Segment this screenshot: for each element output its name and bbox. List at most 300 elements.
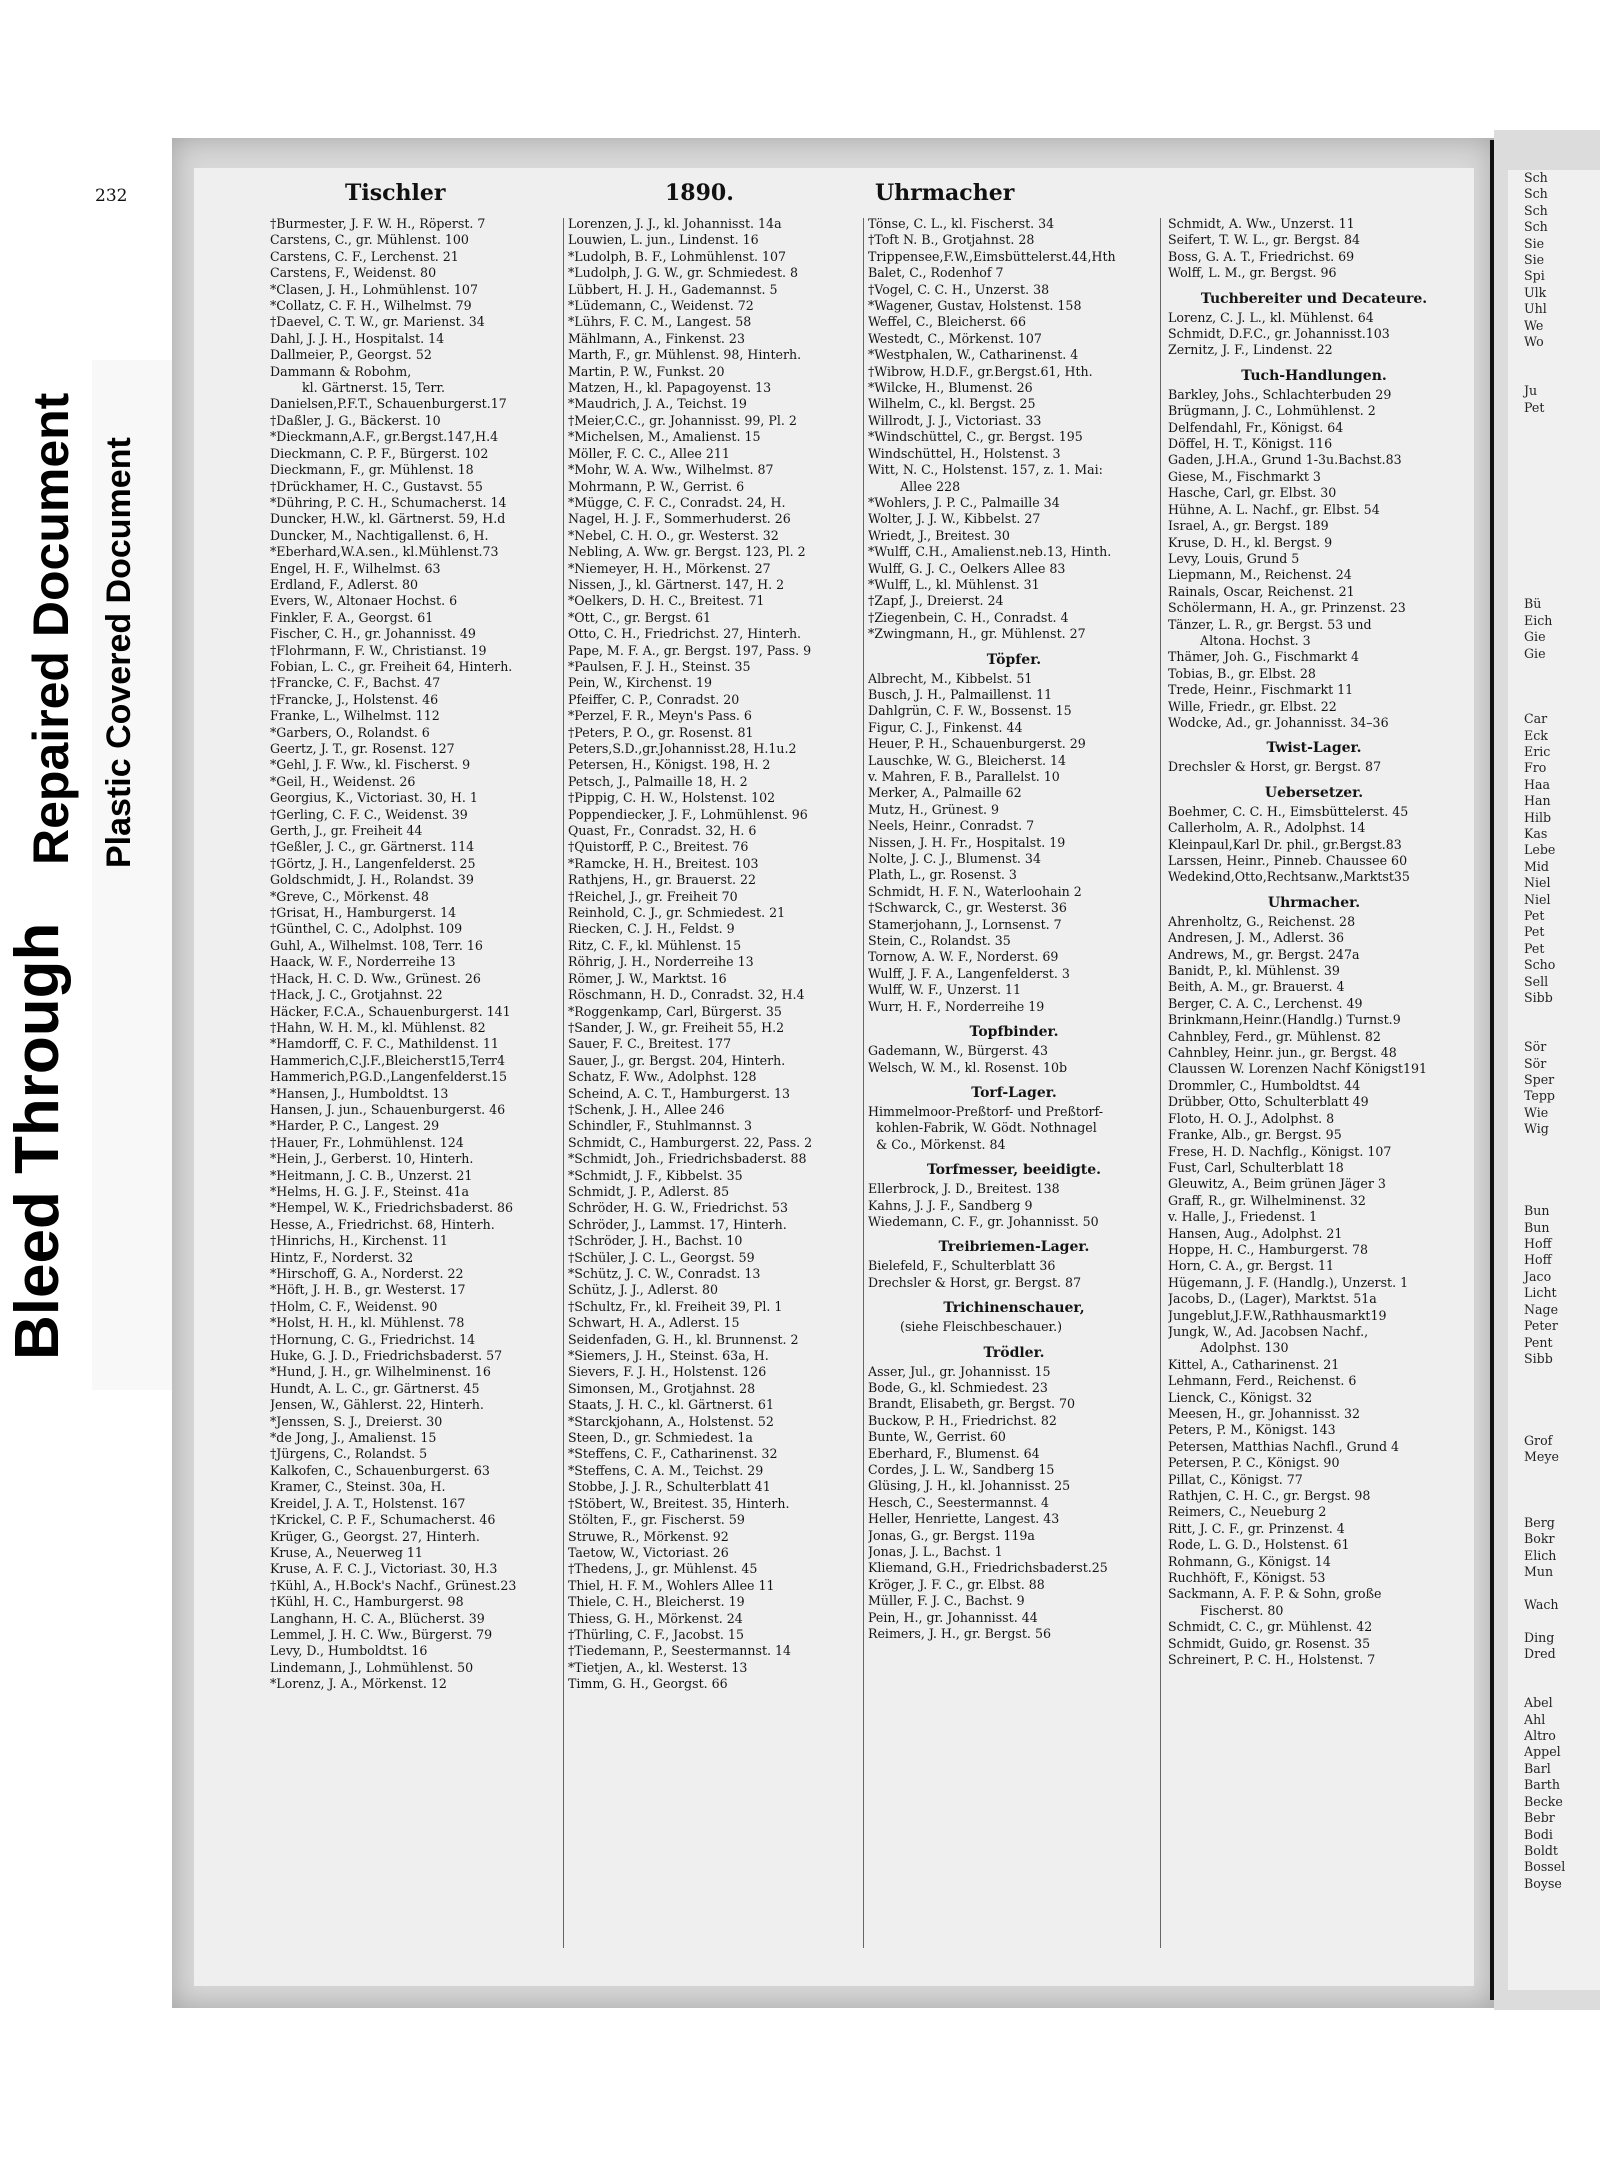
directory-entry: *Mügge, C. F. C., Conradst. 24, H. [568,494,786,510]
directory-entry: Boss, G. A. T., Friedrichst. 69 [1168,248,1355,264]
directory-entry: Hesse, A., Friedrichst. 68, Hinterh. [270,1216,495,1232]
fragment-gap [1508,531,1600,547]
directory-entry: Römer, J. W., Marktst. 16 [568,970,727,986]
fragment-gap [1508,498,1600,514]
directory-entry: *Lührs, F. C. M., Langest. 58 [568,314,752,330]
adjacent-page-fragment: Car [1524,711,1548,727]
directory-entry: *Lüdemann, C., Weidenst. 72 [568,298,754,314]
directory-entry: Frese, H. D. Nachflg., Königst. 107 [1168,1143,1392,1159]
directory-entry: Lienck, C., Königst. 32 [1168,1389,1313,1405]
directory-entry: †Reichel, J., gr. Freiheit 70 [568,888,738,904]
directory-entry: Dammann & Robohm, [270,363,412,379]
directory-entry: *Maudrich, J. A., Teichst. 19 [568,396,747,412]
directory-entry: Riecken, C. J. H., Feldst. 9 [568,921,735,937]
directory-entry: Wulff, G. J. C., Oelkers Allee 83 [868,560,1066,576]
directory-entry: Petersen, H., Königst. 198, H. 2 [568,757,771,773]
directory-entry: Möller, F. C. C., Allee 211 [568,445,730,461]
adjacent-page-fragment: Becke [1524,1793,1563,1809]
adjacent-page-fragment: Sie [1524,235,1545,251]
section-heading: Trichinenschauer, [943,1300,1085,1317]
directory-entry: Israel, A., gr. Bergst. 189 [1168,518,1329,534]
directory-entry: *Ramcke, H. H., Breitest. 103 [568,855,759,871]
adjacent-page-fragment: Scho [1524,957,1556,973]
directory-entry: Brügmann, J. C., Lohmühlenst. 2 [1168,403,1376,419]
directory-entry: Fischerst. 80 [1168,1602,1284,1618]
directory-entry: Thiess, G. H., Mörkenst. 24 [568,1610,743,1626]
directory-entry: Bunte, W., Gerrist. 60 [868,1429,1006,1445]
directory-entry: Cahnbley, Heinr. jun., gr. Bergst. 48 [1168,1045,1397,1061]
directory-entry: Martin, P. W., Funkst. 20 [568,363,725,379]
directory-entry: Callerholm, A. R., Adolphst. 14 [1168,820,1366,836]
directory-entry: Kröger, J. F. C., gr. Elbst. 88 [868,1576,1045,1592]
directory-entry: Reimers, J. H., gr. Bergst. 56 [868,1626,1051,1642]
directory-entry: Seifert, T. W. L., gr. Bergst. 84 [1168,232,1361,248]
directory-entry: Fust, Carl, Schulterblatt 18 [1168,1159,1344,1175]
directory-entry: Otto, C. H., Friedrichst. 27, Hinterh. [568,626,802,642]
directory-entry: Gleuwitz, A., Beim grünen Jäger 3 [1168,1176,1386,1192]
directory-entry: Mohrmann, P. W., Gerrist. 6 [568,478,745,494]
directory-entry: Floto, H. O. J., Adolphst. 8 [1168,1110,1335,1126]
fragment-gap [1508,547,1600,563]
directory-entry: †Hauer, Fr., Lohmühlenst. 124 [270,1134,464,1150]
fragment-gap [1508,416,1600,432]
adjacent-page-fragment: Sör [1524,1039,1547,1055]
directory-entry: Kruse, A. F. C. J., Victoriast. 30, H.3 [270,1561,498,1577]
directory-entry: *Collatz, C. F. H., Wilhelmst. 79 [270,298,472,314]
fragment-gap [1508,1482,1600,1498]
directory-entry: †Peters, P. O., gr. Rosenst. 81 [568,724,754,740]
directory-entry: *Schütz, J. C. W., Conradst. 13 [568,1266,761,1281]
directory-entry: *Ludolph, B. F., Lohmühlenst. 107 [568,248,787,264]
directory-entry: Häcker, F.C.A., Schauenburgerst. 141 [270,1003,511,1019]
adjacent-page-fragment: We [1524,317,1544,333]
directory-entry: †Wibrow, H.D.F., gr.Bergst.61, Hth. [868,363,1093,379]
adjacent-page-fragment: Pent [1524,1334,1553,1350]
directory-entry: Langhann, H. C. A., Blücherst. 39 [270,1610,485,1626]
directory-entry: Poppendiecker, J. F., Lohmühlenst. 96 [568,806,808,822]
directory-entry: Wolff, L. M., gr. Bergst. 96 [1168,265,1337,281]
directory-entry: †Hornung, C. G., Friedrichst. 14 [270,1331,476,1347]
directory-entry: *Clasen, J. H., Lohmühlenst. 107 [270,281,478,297]
directory-entry: Lorenz, C. J. L., kl. Mühlenst. 64 [1168,309,1374,325]
adjacent-page-fragment: Wie [1524,1104,1549,1120]
directory-entry: *Wulff, L., kl. Mühlenst. 31 [868,576,1040,592]
directory-entry: *Westphalen, W., Catharinenst. 4 [868,347,1079,363]
directory-entry: *Höft, J. H. B., gr. Westerst. 17 [270,1282,466,1298]
directory-entry: kl. Gärtnerst. 15, Terr. [270,380,446,396]
fragment-gap [1508,449,1600,465]
adjacent-page-fragment: Lebe [1524,842,1556,858]
directory-entry: Sauer, J., gr. Bergst. 204, Hinterh. [568,1052,786,1068]
section-heading: Torfmesser, beeidigte. [926,1162,1102,1179]
directory-entry: Windschüttel, H., Holstenst. 3 [868,445,1061,461]
adjacent-page-fragment: Ulk [1524,284,1547,300]
directory-entry: Hintz, F., Norderst. 32 [270,1249,414,1265]
directory-entry: Altona. Hochst. 3 [1168,632,1311,648]
directory-entry: Hühne, A. L. Nachf., gr. Elbst. 54 [1168,501,1380,517]
directory-entry: *Steffens, C. F., Catharinenst. 32 [568,1446,778,1462]
directory-entry: †Daßler, J. G., Bäckerst. 10 [270,412,441,428]
directory-entry: †Stöbert, W., Breitest. 35, Hinterh. [568,1495,790,1511]
adjacent-page-fragment: Mun [1524,1564,1554,1580]
directory-entry: Struwe, R., Mörkenst. 92 [568,1528,729,1544]
directory-entry: Allee 228 [868,478,961,494]
directory-entry: v. Halle, J., Friedenst. 1 [1168,1209,1318,1225]
directory-entry: Schmidt, C., Hamburgerst. 22, Pass. 2 [568,1134,813,1150]
directory-entry: †Geßler, J. C., gr. Gärtnerst. 114 [270,839,475,855]
adjacent-page-fragment: Wo [1524,334,1544,350]
directory-entry: Hansen, J. jun., Schauenburgerst. 46 [270,1101,506,1117]
directory-entry: Kittel, A., Catharinenst. 21 [1168,1356,1340,1372]
directory-entry: Fischer, C. H., gr. Johannisst. 49 [270,626,476,642]
directory-entry: Rohmann, G., Königst. 14 [1168,1553,1331,1569]
running-head-right: Uhrmacher [875,180,1015,206]
section-heading: Twist-Lager. [1266,740,1362,757]
adjacent-page-fragment: Dred [1524,1646,1556,1662]
adjacent-page-fragment: Spi [1524,268,1545,284]
directory-entry: Neels, Heinr., Conradst. 7 [868,818,1035,834]
directory-entry: *Wilcke, H., Blumenst. 26 [868,380,1033,396]
adjacent-page-fragment: Bossel [1524,1859,1566,1875]
fragment-gap [1508,1400,1600,1416]
directory-entry: Wriedt, J., Breitest. 30 [868,527,1010,543]
adjacent-page-fragment: Mid [1524,858,1549,874]
fragment-gap [1508,1416,1600,1432]
adjacent-page-fragment: Sie [1524,252,1545,268]
fragment-gap [1508,1466,1600,1482]
directory-entry: †Holm, C. F., Weidenst. 90 [270,1298,438,1314]
directory-entry: *Wagener, Gustav, Holstenst. 158 [868,298,1082,314]
directory-entry: Kruse, D. H., kl. Bergst. 9 [1168,534,1333,550]
directory-entry: Ellerbrock, J. D., Breitest. 138 [868,1181,1060,1197]
adjacent-page-fragment: Eric [1524,743,1551,759]
directory-entry: Heuer, P. H., Schauenburgerst. 29 [868,736,1086,752]
directory-entry: Lübbert, H. J. H., Gademannst. 5 [568,281,778,297]
adjacent-page-fragment: Sch [1524,202,1548,218]
directory-entry: Nissen, J. H. Fr., Hospitalst. 19 [868,834,1066,850]
adjacent-page-fragment: Bü [1524,596,1542,612]
directory-entry: Dahlgrün, C. F. W., Bossenst. 15 [868,703,1072,719]
directory-entry: Hoppe, H. C., Hamburgerst. 78 [1168,1241,1369,1257]
directory-entry: Nagel, H. J. F., Sommerhuderst. 26 [568,511,791,527]
page-number: 232 [95,186,128,206]
directory-entry: *Hirschoff, G. A., Norderst. 22 [270,1266,464,1281]
directory-entry: Rathjen, C. H. C., gr. Bergst. 98 [1168,1488,1371,1504]
directory-entry: †Francke, J., Holstenst. 46 [270,691,439,707]
directory-entry: †Schenk, J. H., Allee 246 [568,1101,725,1117]
directory-entry: Schmidt, Guido, gr. Rosenst. 35 [1168,1635,1371,1651]
directory-entry: Evers, W., Altonaer Hochst. 6 [270,593,458,609]
column-divider [863,218,864,1948]
directory-entry: Röhrig, J. H., Norderreihe 13 [568,954,754,970]
directory-entry: Hundt, A. L. C., gr. Gärtnerst. 45 [270,1380,480,1396]
directory-entry: Claussen W. Lorenzen Nachf Königst191 [1168,1061,1428,1077]
directory-entry: Drechsler & Horst, gr. Bergst. 87 [1168,759,1382,775]
directory-entry: Ritz, C. F., kl. Mühlenst. 15 [568,937,742,953]
directory-entry: Finkler, F. A., Georgst. 61 [270,609,434,625]
directory-entry: Krüger, G., Georgst. 27, Hinterh. [270,1528,480,1544]
fragment-gap [1508,580,1600,596]
adjacent-page-fragment: Gie [1524,645,1546,661]
directory-entry: *de Jong, J., Amalienst. 15 [270,1430,437,1446]
adjacent-page-fragment: Nage [1524,1301,1559,1317]
directory-entry: Mählmann, A., Finkenst. 23 [568,330,745,346]
adjacent-page-fragment: Sibb [1524,1350,1553,1366]
fragment-gap [1508,1023,1600,1039]
adjacent-page-fragment: Berg [1524,1514,1555,1530]
directory-entry: Pfeiffer, C. P., Conradst. 20 [568,691,740,707]
section-heading: Torf-Lager. [971,1084,1057,1101]
directory-entry: Fobian, L. C., gr. Freiheit 64, Hinterh. [270,658,513,674]
directory-entry: Rode, L. G. D., Holstenst. 61 [1168,1537,1350,1553]
adjacent-page-fragment: Pet [1524,908,1545,924]
directory-entry: *Gehl, J. F. Ww., kl. Fischerst. 9 [270,757,471,773]
directory-entry: *Lorenz, J. A., Mörkenst. 12 [270,1676,447,1692]
directory-entry: Stobbe, J. J. R., Schulterblatt 41 [568,1479,771,1495]
directory-entry: †Pippig, C. H. W., Holstenst. 102 [568,790,776,806]
directory-entry: *Hamdorff, C. F. C., Mathildenst. 11 [270,1036,499,1052]
directory-entry: Peters, P. M., Königst. 143 [1168,1422,1336,1438]
directory-entry: Engel, H. F., Wilhelmst. 63 [270,560,441,576]
directory-entry: Dieckmann, F., gr. Mühlenst. 18 [270,462,474,478]
directory-entry: †Hack, H. C. D. Ww., Grünest. 26 [270,970,481,986]
directory-entry: Hügemann, J. F. (Handlg.), Unzerst. 1 [1168,1274,1409,1290]
directory-entry: Schatz, F. Ww., Adolphst. 128 [568,1069,757,1085]
directory-entry: †Jürgens, C., Rolandst. 5 [270,1446,428,1462]
directory-entry: Schölermann, H. A., gr. Prinzenst. 23 [1168,600,1406,616]
directory-entry: Gerth, J., gr. Freiheit 44 [270,823,423,839]
directory-entry: Brandt, Elisabeth, gr. Bergst. 70 [868,1396,1075,1412]
directory-entry: Welsch, W. M., kl. Rosenst. 10b [868,1059,1068,1075]
adjacent-page-fragment: Meye [1524,1449,1559,1465]
directory-entry: *Dühring, P. C. H., Schumacherst. 14 [270,494,507,510]
directory-entry: Staats, J. H. C., kl. Gärtnerst. 61 [568,1397,774,1413]
directory-entry: Franke, L., Wilhelmst. 112 [270,708,440,724]
adjacent-page-fragment: Bun [1524,1219,1550,1235]
directory-entry: †Ziegenbein, C. H., Conradst. 4 [868,609,1069,625]
directory-entry: Steen, D., gr. Schmiedest. 1a [568,1430,753,1446]
directory-entry: v. Mahren, F. B., Parallelst. 10 [868,769,1060,784]
directory-entry: Albrecht, M., Kibbelst. 51 [868,670,1033,686]
directory-entry: Petersen, P. C., Königst. 90 [1168,1455,1340,1471]
adjacent-page-fragment: Hoff [1524,1236,1552,1252]
directory-entry: Trede, Heinr., Fischmarkt 11 [1168,682,1354,698]
adjacent-page-fragment: Pet [1524,924,1545,940]
directory-entry: Simonsen, M., Grotjahnst. 28 [568,1380,756,1396]
directory-entry: †Burmester, J. F. W. H., Röperst. 7 [270,216,486,231]
directory-entry: Beith, A. M., gr. Brauerst. 4 [1168,979,1345,995]
directory-entry: Schütz, J. J., Adlerst. 80 [568,1282,718,1298]
directory-entry: Tänzer, L. R., gr. Bergst. 53 und [1168,616,1372,632]
directory-entry: †Kühl, A., H.Bock's Nachf., Grünest.23 [270,1577,517,1593]
adjacent-page-fragment: Boyse [1524,1875,1562,1891]
repaired-document-label: Repaired Document [23,392,79,865]
directory-entry: Wedekind,Otto,Rechtsanw.,Marktst35 [1168,869,1410,885]
directory-entry: Barkley, Johs., Schlachterbuden 29 [1168,386,1392,402]
directory-entry: *Hund, J. H., gr. Wilhelminenst. 16 [270,1364,491,1380]
directory-entry: †Schüler, J. C. L., Georgst. 59 [568,1249,755,1265]
directory-entry: Seidenfaden, G. H., kl. Brunnenst. 2 [568,1331,799,1347]
directory-entry: & Co., Mörkenst. 84 [868,1136,1006,1152]
directory-entry: Petersen, Matthias Nachfl., Grund 4 [1168,1438,1400,1454]
directory-entry: Schröder, H. G. W., Friedrichst. 53 [568,1200,788,1216]
directory-entry: †Hahn, W. H. M., kl. Mühlenst. 82 [270,1019,486,1035]
directory-entry: †Krickel, C. P. F., Schumacherst. 46 [270,1512,496,1528]
adjacent-page-fragment: Pet [1524,940,1545,956]
directory-entry: †Schwarck, C., gr. Westerst. 36 [868,900,1067,916]
adjacent-page-fragment: Ding [1524,1629,1555,1645]
directory-entry: Hasche, Carl, gr. Elbst. 30 [1168,485,1337,501]
directory-entry: Schwart, H. A., Adlerst. 15 [568,1315,740,1331]
directory-entry: †Günthel, C. C., Adolphst. 109 [270,921,463,937]
adjacent-page-fragment: Fro [1524,760,1547,776]
directory-entry: Nebling, A. Ww. gr. Bergst. 123, Pl. 2 [568,544,806,560]
directory-entry: *Ludolph, J. G. W., gr. Schmiedest. 8 [568,265,799,281]
directory-entry: Heller, Henriette, Langest. 43 [868,1511,1060,1527]
directory-entry: †Gerling, C. F. C., Weidenst. 39 [270,806,468,822]
directory-entry: Lehmann, Ferd., Reichenst. 6 [1168,1373,1357,1389]
directory-entry: Matzen, H., kl. Papagoyenst. 13 [568,380,772,396]
adjacent-page-fragment: Pet [1524,399,1545,415]
directory-entry: Delfendahl, Fr., Königst. 64 [1168,419,1344,435]
directory-entry: †Flohrmann, F. W., Christianst. 19 [270,642,487,658]
directory-entry: Lemmel, J. H. C. Ww., Bürgerst. 79 [270,1626,493,1642]
directory-entry: Guhl, A., Wilhelmst. 108, Terr. 16 [270,937,483,953]
directory-entry: Ruchhöft, F., Königst. 53 [1168,1570,1326,1586]
section-heading: Töpfer. [986,651,1042,668]
directory-entry: Danielsen,P.F.T., Schauenburgerst.17 [270,396,507,412]
directory-entry: †Kühl, H. C., Hamburgerst. 98 [270,1594,464,1610]
directory-entry: Wolter, J. J. W., Kibbelst. 27 [868,511,1041,527]
directory-entry: Schmidt, A. Ww., Unzerst. 11 [1168,216,1355,231]
directory-entry: Jacobs, D., (Lager), Marktst. 51a [1168,1291,1377,1307]
directory-entry: *Ott, C., gr. Bergst. 61 [568,609,711,625]
directory-entry: *Greve, C., Mörkenst. 48 [270,888,429,904]
directory-entry: Kalkofen, C., Schauenburgerst. 63 [270,1462,490,1478]
fragment-gap [1508,432,1600,448]
directory-entry: Erdland, F., Adlerst. 80 [270,576,418,592]
adjacent-page-fragment: Sch [1524,170,1548,185]
running-head-left: Tischler [345,180,446,206]
directory-entry: Busch, J. H., Palmaillenst. 11 [868,686,1053,702]
directory-entry: *Paulsen, F. J. H., Steinst. 35 [568,658,751,674]
adjacent-page-fragment: Sch [1524,219,1548,235]
directory-entry: Jonas, J. L., Bachst. 1 [868,1544,1003,1560]
directory-entry: Tönse, C. L., kl. Fischerst. 34 [868,216,1055,231]
adjacent-page-fragment: Bodi [1524,1826,1553,1842]
page-header [95,180,1185,214]
directory-entry: Stölten, F., gr. Fischerst. 59 [568,1512,745,1528]
directory-entry: Lauschke, W. G., Bleicherst. 14 [868,752,1067,768]
directory-entry: Kramer, C., Steinst. 30a, H. [270,1479,446,1495]
adjacent-page-strip [1494,130,1600,2010]
directory-entry: Gaden, J.H.A., Grund 1-3u.Bachst.83 [1168,452,1402,468]
directory-column-1 [270,216,562,1693]
adjacent-page-fragments [1508,170,1600,1990]
directory-entry: Geertz, J. T., gr. Rosenst. 127 [270,741,455,756]
directory-entry: Jensen, W., Gählerst. 22, Hinterh. [270,1397,484,1413]
directory-entry: Balet, C., Rodenhof 7 [868,265,1004,281]
directory-entry: Reimers, C., Neueburg 2 [1168,1504,1327,1520]
directory-entry: *Steffens, C. A. M., Teichst. 29 [568,1462,764,1478]
directory-entry: *Garbers, O., Rolandst. 6 [270,724,430,740]
directory-entry: Carstens, F., Weidenst. 80 [270,265,437,281]
directory-entry: Kahns, J. J. F., Sandberg 9 [868,1197,1033,1213]
directory-entry: Taetow, W., Victoriast. 26 [568,1544,729,1560]
directory-entry: *Siemers, J. H., Steinst. 63a, H. [568,1348,769,1364]
directory-entry: Merker, A., Palmaille 62 [868,785,1022,801]
directory-entry: Ritt, J. C. F., gr. Prinzenst. 4 [1168,1520,1345,1536]
directory-entry: Giese, M., Fischmarkt 3 [1168,468,1321,484]
fragment-gap [1508,1006,1600,1022]
directory-entry: *Wulff, C.H., Amalienst.neb.13, Hinth. [868,544,1112,560]
directory-entry: Schreinert, P. C. H., Holstenst. 7 [1168,1652,1376,1668]
directory-entry: Sievers, F. J. H., Holstenst. 126 [568,1364,767,1380]
directory-entry: Andresen, J. M., Adlerst. 36 [1168,930,1344,946]
directory-entry: *Holst, H. H., kl. Mühlenst. 78 [270,1315,465,1331]
directory-entry: Berger, C. A. C., Lerchenst. 49 [1168,995,1363,1011]
section-heading: Tuch-Handlungen. [1241,367,1387,384]
adjacent-page-fragment: Haa [1524,776,1550,792]
adjacent-page-fragment: Ahl [1524,1711,1546,1727]
directory-entry: Graff, R., gr. Wilhelminenst. 32 [1168,1192,1366,1208]
directory-entry: Rainals, Oscar, Reichenst. 21 [1168,583,1355,599]
directory-entry: †Grisat, H., Hamburgerst. 14 [270,905,457,921]
adjacent-page-fragment: Sibb [1524,990,1553,1006]
directory-entry: Goldschmidt, J. H., Rolandst. 39 [270,872,474,888]
directory-entry: *Hein, J., Gerberst. 10, Hinterh. [270,1151,474,1167]
directory-entry: *Roggenkamp, Carl, Bürgerst. 35 [568,1003,782,1019]
directory-entry: †Hinrichs, H., Kirchenst. 11 [270,1233,448,1249]
directory-entry: *Schmidt, J. F., Kibbelst. 35 [568,1167,743,1183]
directory-entry: Hammerich,P.G.D.,Langenfelderst.15 [270,1069,508,1085]
directory-entry: Wodcke, Ad., gr. Johannisst. 34–36 [1168,714,1389,730]
directory-entry: †Quistorff, P. C., Breitest. 76 [568,839,749,855]
section-heading: Topfbinder. [969,1024,1059,1041]
directory-entry: Brinkmann,Heinr.(Handlg.) Turnst.9 [1168,1012,1401,1028]
fragment-gap [1508,367,1600,383]
adjacent-page-fragment: Bebr [1524,1810,1555,1826]
fragment-gap [1508,482,1600,498]
fragment-gap [1508,1613,1600,1629]
directory-entry: Schröder, J., Lammst. 17, Hinterh. [568,1216,787,1232]
adjacent-page-fragment: Barth [1524,1777,1560,1793]
directory-entry: Witt, N. C., Holstenst. 157, z. 1. Mai: [868,462,1103,478]
directory-entry: Wiedemann, C. F., gr. Johannisst. 50 [868,1213,1099,1229]
directory-entry: *Windschüttel, C., gr. Bergst. 195 [868,429,1083,445]
directory-entry: *Harder, P. C., Langest. 29 [270,1118,440,1134]
directory-entry: Nolte, J. C. J., Blumenst. 34 [868,851,1041,867]
directory-entry: Haack, W. F., Norderreihe 13 [270,954,456,970]
directory-entry: †Drückhamer, H. C., Gustavst. 55 [270,478,483,494]
adjacent-page-fragment: Sper [1524,1072,1555,1088]
directory-entry: Cordes, J. L. W., Sandberg 15 [868,1462,1055,1477]
directory-entry: Carstens, C., gr. Mühlenst. 100 [270,232,469,248]
directory-entry: Tobias, B., gr. Elbst. 28 [1168,665,1316,681]
directory-entry: *Schmidt, Joh., Friedrichsbaderst. 88 [568,1151,807,1167]
directory-entry: Schmidt, H. F. N., Waterloohain 2 [868,883,1082,899]
directory-entry: *Wohlers, J. P. C., Palmaille 34 [868,494,1060,510]
directory-entry: Kruse, A., Neuerweg 11 [270,1544,423,1560]
directory-entry: Jungeblut,J.F.W.,Rathhausmarkt19 [1168,1307,1387,1323]
fragment-gap [1508,1662,1600,1678]
directory-entry: Figur, C. J., Finkenst. 44 [868,719,1023,735]
directory-entry: Schmidt, D.F.C., gr. Johannisst.103 [1168,326,1390,342]
directory-entry: Quast, Fr., Conradst. 32, H. 6 [568,823,757,839]
adjacent-page-fragment: Han [1524,793,1551,809]
directory-entry: Dallmeier, P., Georgst. 52 [270,347,432,363]
section-heading: Trödler. [983,1344,1045,1361]
